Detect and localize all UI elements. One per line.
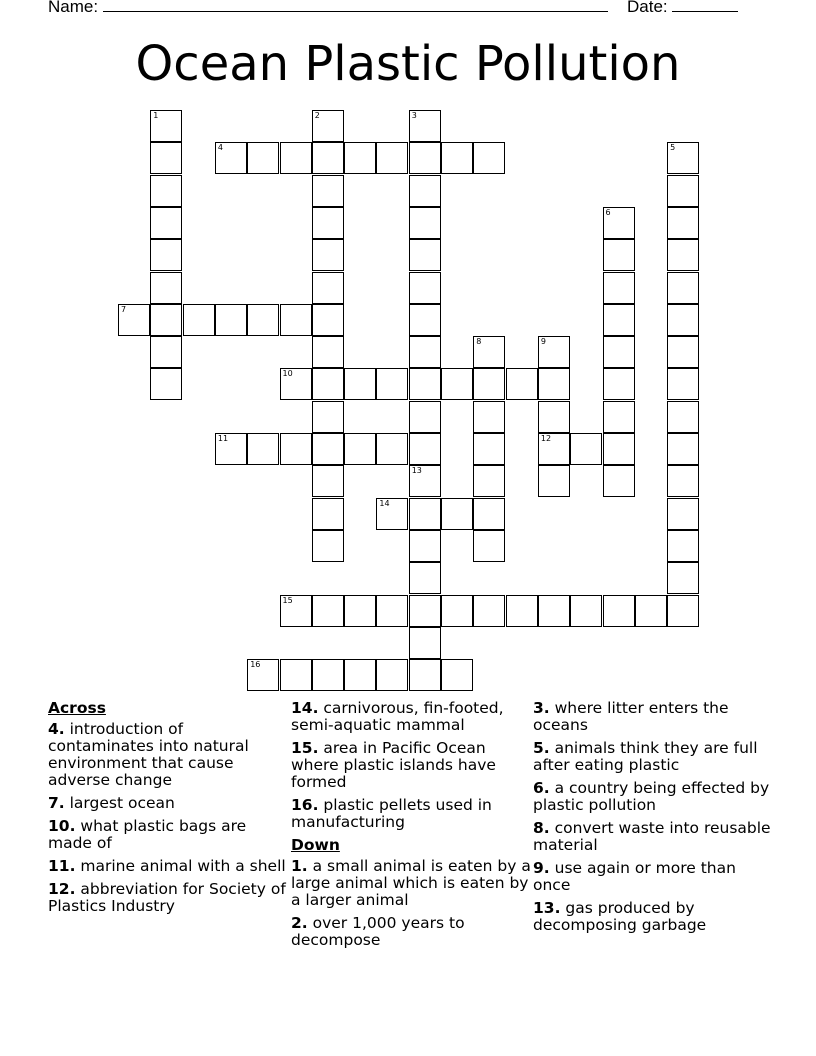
grid-cell[interactable] <box>409 562 441 594</box>
clue-text: a small animal is eaten by a large animal which is eaten by a larger animal <box>291 857 531 909</box>
clue-item <box>533 740 773 774</box>
grid-cell[interactable] <box>280 368 312 400</box>
clue-text: largest ocean <box>64 794 175 812</box>
grid-cell[interactable] <box>667 207 699 239</box>
clue-number-label: 11. <box>48 857 76 875</box>
clue-number: 6 <box>605 207 611 217</box>
grid-cell[interactable] <box>215 142 247 174</box>
clue-item <box>291 858 531 909</box>
clue-number-label: 8. <box>533 819 550 837</box>
grid-cell[interactable] <box>409 239 441 271</box>
clue-item <box>291 797 531 831</box>
clue-number: 13 <box>411 466 422 476</box>
clue-text: use again or more than once <box>533 859 736 894</box>
clue-text: animals think they are full after eating plastic <box>533 739 758 774</box>
grid-cell[interactable] <box>473 530 505 562</box>
grid-cell[interactable] <box>344 142 376 174</box>
date-label: Date: <box>627 0 668 16</box>
grid-cell[interactable] <box>376 433 408 465</box>
across-clue-list <box>48 721 288 915</box>
grid-cell[interactable] <box>376 659 408 691</box>
grid-cell[interactable] <box>344 659 376 691</box>
grid-cell[interactable] <box>344 433 376 465</box>
grid-cell[interactable] <box>183 304 215 336</box>
grid-cell[interactable] <box>312 465 344 497</box>
clue-number-label: 14. <box>291 699 319 717</box>
grid-cell[interactable] <box>473 498 505 530</box>
grid-cell[interactable] <box>667 433 699 465</box>
clue-number-label: 7. <box>48 794 65 812</box>
clue-number: 10 <box>282 369 293 379</box>
name-label: Name: <box>48 0 99 16</box>
across-heading: Across <box>48 699 106 717</box>
clue-item <box>48 795 288 812</box>
grid-cell[interactable] <box>409 336 441 368</box>
clue-number: 8 <box>476 337 482 347</box>
clue-number-label: 10. <box>48 817 76 835</box>
grid-cell[interactable] <box>376 368 408 400</box>
clue-text: what plastic bags are made of <box>48 817 247 852</box>
clue-item <box>48 881 288 915</box>
grid-cell[interactable] <box>409 110 441 142</box>
grid-cell[interactable] <box>215 433 247 465</box>
grid-cell[interactable] <box>409 627 441 659</box>
clue-item <box>533 900 773 934</box>
grid-cell[interactable] <box>150 110 182 142</box>
grid-cell[interactable] <box>603 433 635 465</box>
grid-cell[interactable] <box>570 595 602 627</box>
grid-cell[interactable] <box>312 336 344 368</box>
clue-number: 5 <box>670 143 676 153</box>
grid-cell[interactable] <box>150 175 182 207</box>
down-heading: Down <box>291 836 340 854</box>
grid-cell[interactable] <box>409 272 441 304</box>
grid-cell[interactable] <box>215 304 247 336</box>
clue-number: 9 <box>540 337 546 347</box>
clue-text: a country being effected by plastic pollution <box>533 779 770 814</box>
grid-cell[interactable] <box>667 239 699 271</box>
grid-cell[interactable] <box>344 368 376 400</box>
grid-cell[interactable] <box>280 595 312 627</box>
clue-item <box>291 915 531 949</box>
grid-cell[interactable] <box>280 142 312 174</box>
grid-cell[interactable] <box>312 207 344 239</box>
grid-cell[interactable] <box>667 336 699 368</box>
clue-number-label: 2. <box>291 914 308 932</box>
clues-column-2 <box>291 700 531 955</box>
clue-item <box>291 740 531 791</box>
down-clue-list-continued <box>533 700 773 934</box>
clue-number: 3 <box>411 111 417 120</box>
grid-cell[interactable] <box>603 272 635 304</box>
clue-text: gas produced by decomposing garbage <box>533 899 707 934</box>
grid-cell[interactable] <box>312 110 344 142</box>
grid-cell[interactable] <box>344 595 376 627</box>
clue-number-label: 1. <box>291 857 308 875</box>
page-title: Ocean Plastic Pollution <box>135 36 681 92</box>
grid-cell[interactable] <box>409 368 441 400</box>
grid-cell[interactable] <box>409 175 441 207</box>
grid-cell[interactable] <box>409 304 441 336</box>
grid-cell[interactable] <box>312 175 344 207</box>
grid-cell[interactable] <box>312 304 344 336</box>
grid-cell[interactable] <box>538 433 570 465</box>
clue-item <box>291 700 531 734</box>
grid-cell[interactable] <box>280 433 312 465</box>
grid-cell[interactable] <box>603 401 635 433</box>
clue-text: marine animal with a shell <box>75 857 286 875</box>
clue-text: plastic pellets used in manufacturing <box>291 796 492 831</box>
grid-cell[interactable] <box>506 595 538 627</box>
grid-cell[interactable] <box>538 336 570 368</box>
grid-cell[interactable] <box>667 368 699 400</box>
grid-cell[interactable] <box>150 239 182 271</box>
grid-cell[interactable] <box>506 368 538 400</box>
grid-cell[interactable] <box>312 433 344 465</box>
grid-cell[interactable] <box>667 562 699 594</box>
clue-number-label: 9. <box>533 859 550 877</box>
grid-cell[interactable] <box>150 142 182 174</box>
grid-cell[interactable] <box>409 530 441 562</box>
grid-cell[interactable] <box>441 368 473 400</box>
grid-cell[interactable] <box>473 368 505 400</box>
across-clue-list-continued <box>291 700 531 831</box>
grid-cell[interactable] <box>667 272 699 304</box>
clue-item <box>533 860 773 894</box>
grid-cell[interactable] <box>409 595 441 627</box>
grid-cell[interactable] <box>280 304 312 336</box>
grid-cell[interactable] <box>280 659 312 691</box>
grid-cell[interactable] <box>247 304 279 336</box>
grid-cell[interactable] <box>312 272 344 304</box>
grid-cell[interactable] <box>603 239 635 271</box>
clue-number-label: 13. <box>533 899 561 917</box>
grid-cell[interactable] <box>603 207 635 239</box>
clue-item <box>48 818 288 852</box>
grid-cell[interactable] <box>667 175 699 207</box>
clue-text: carnivorous, fin-footed, semi-aquatic mammal <box>291 699 504 734</box>
grid-cell[interactable] <box>312 142 344 174</box>
clue-number: 12 <box>540 434 552 443</box>
clue-number: 4 <box>217 143 223 153</box>
grid-cell[interactable] <box>247 142 279 174</box>
grid-cell[interactable] <box>603 304 635 336</box>
grid-cell[interactable] <box>538 595 570 627</box>
grid-cell[interactable] <box>312 239 344 271</box>
clue-number: 14 <box>379 498 390 508</box>
clue-number-label: 3. <box>533 699 550 717</box>
grid-cell[interactable] <box>667 401 699 433</box>
grid-cell[interactable] <box>667 530 699 562</box>
clue-number-label: 16. <box>291 796 319 814</box>
clue-text: area in Pacific Ocean where plastic islands have formed <box>291 739 496 791</box>
clue-number-label: 6. <box>533 779 550 797</box>
grid-cell[interactable] <box>667 498 699 530</box>
clue-text: over 1,000 years to decompose <box>291 914 465 949</box>
grid-cell[interactable] <box>635 595 667 627</box>
clue-item <box>48 721 288 789</box>
grid-cell[interactable] <box>473 401 505 433</box>
grid-cell[interactable] <box>441 142 473 174</box>
clue-text: abbreviation for Society of Plastics Industry <box>48 880 286 915</box>
clue-text: convert waste into reusable material <box>533 819 771 854</box>
clue-number: 7 <box>121 304 127 314</box>
grid-cell[interactable] <box>441 659 473 691</box>
grid-cell[interactable] <box>376 595 408 627</box>
grid-cell[interactable] <box>441 595 473 627</box>
grid-cell[interactable] <box>473 433 505 465</box>
grid-cell[interactable] <box>667 304 699 336</box>
grid-cell[interactable] <box>473 142 505 174</box>
grid-cell[interactable] <box>409 465 441 497</box>
clues-column-3 <box>533 700 773 940</box>
grid-cell[interactable] <box>150 336 182 368</box>
grid-cell[interactable] <box>570 433 602 465</box>
grid-cell[interactable] <box>538 368 570 400</box>
clue-item <box>48 858 288 875</box>
grid-cell[interactable] <box>247 433 279 465</box>
grid-cell[interactable] <box>473 465 505 497</box>
grid-cell[interactable] <box>409 433 441 465</box>
grid-cell[interactable] <box>312 498 344 530</box>
clue-item <box>533 700 773 734</box>
grid-cell[interactable] <box>441 498 473 530</box>
clues-column-1 <box>48 700 288 921</box>
grid-cell[interactable] <box>312 530 344 562</box>
clue-number: 16 <box>250 660 261 670</box>
grid-cell[interactable] <box>150 272 182 304</box>
grid-cell[interactable] <box>473 336 505 368</box>
grid-cell[interactable] <box>150 368 182 400</box>
clue-number: 2 <box>314 111 320 120</box>
grid-cell[interactable] <box>409 207 441 239</box>
grid-cell[interactable] <box>312 401 344 433</box>
grid-cell[interactable] <box>376 142 408 174</box>
grid-cell[interactable] <box>538 401 570 433</box>
grid-cell[interactable] <box>312 368 344 400</box>
down-clue-list <box>291 858 531 949</box>
grid-cell[interactable] <box>667 595 699 627</box>
grid-cell[interactable] <box>409 498 441 530</box>
grid-cell[interactable] <box>409 659 441 691</box>
grid-cell[interactable] <box>538 465 570 497</box>
grid-cell[interactable] <box>150 304 182 336</box>
grid-cell[interactable] <box>603 595 635 627</box>
grid-cell[interactable] <box>118 304 150 336</box>
grid-cell[interactable] <box>376 498 408 530</box>
clue-number: 11 <box>217 434 229 443</box>
grid-cell[interactable] <box>473 595 505 627</box>
grid-cell[interactable] <box>409 401 441 433</box>
grid-cell[interactable] <box>603 465 635 497</box>
grid-cell[interactable] <box>667 142 699 174</box>
clue-item <box>533 780 773 814</box>
clue-number-label: 15. <box>291 739 319 757</box>
clue-item <box>533 820 773 854</box>
clue-number-label: 5. <box>533 739 550 757</box>
grid-cell[interactable] <box>150 207 182 239</box>
grid-cell[interactable] <box>312 595 344 627</box>
clue-number: 1 <box>153 111 159 120</box>
grid-cell[interactable] <box>603 368 635 400</box>
clue-number-label: 12. <box>48 880 76 898</box>
clue-number-label: 4. <box>48 720 65 738</box>
grid-cell[interactable] <box>603 336 635 368</box>
grid-cell[interactable] <box>409 142 441 174</box>
clue-text: introduction of contaminates into natural environment that cause adverse change <box>48 720 249 789</box>
grid-cell[interactable] <box>247 659 279 691</box>
grid-cell[interactable] <box>667 465 699 497</box>
grid-cell[interactable] <box>312 659 344 691</box>
clue-text: where litter enters the oceans <box>533 699 729 734</box>
clue-number: 15 <box>282 595 293 605</box>
